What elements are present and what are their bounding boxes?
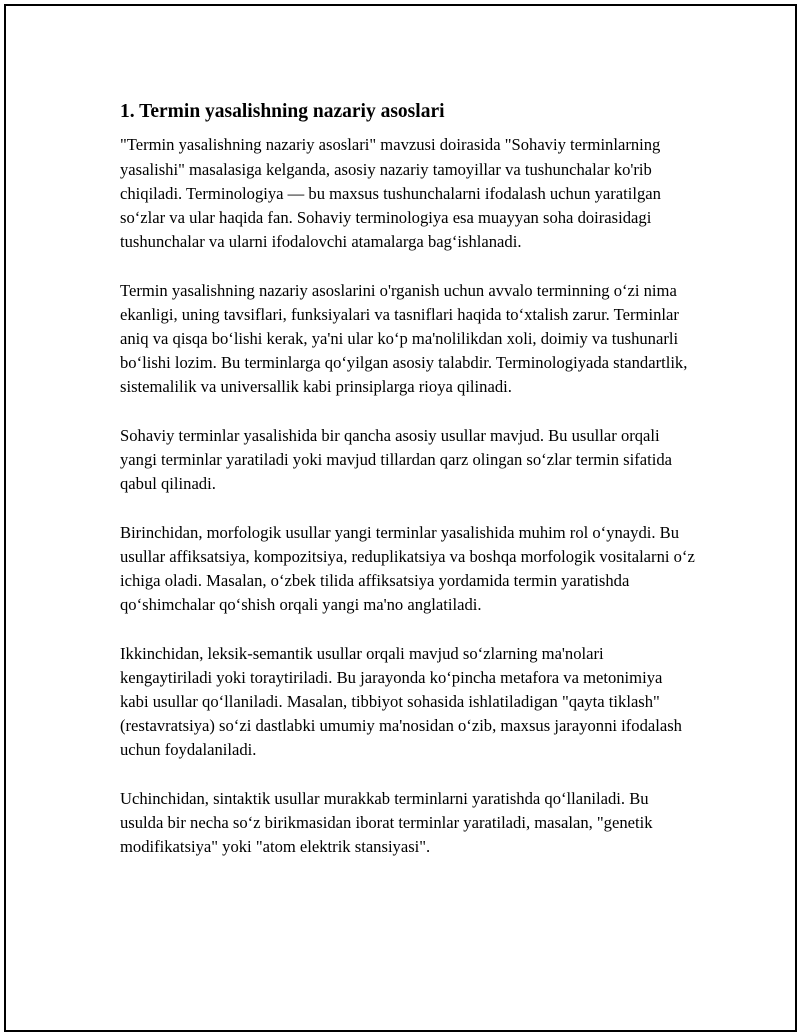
paragraph-intro: "Termin yasalishning nazariy asoslari" mavzusi doirasida "Sohaviy terminlarning yasalishi" masalasiga kelganda, asosiy nazariy tamoyillar va tushunchalar ko'rib chiqiladi. Terminologiya — bu maxsus tushunchalarni ifodalash uchun yaratilgan so‘zlar va ular haqida fan. Sohaviy terminologiya esa muayyan soha doirasidagi tushunchalar va ularni ifodalovchi atamalarga bag‘ishlanadi. — [120, 135, 661, 252]
paragraph-syntactic: Uchinchidan, sintaktik usullar murakkab terminlarni yaratishda qo‘llaniladi. Bu usulda bir necha so‘z birikmasidan iborat terminlar yaratiladi, masalan, "genetik modifikatsiya" yoki "atom elektrik stansiyasi". — [120, 788, 653, 857]
paragraph-lexical-semantic: Ikkinchidan, leksik-semantik usullar orqali mavjud so‘zlarning ma'nolari kengaytiriladi yoki toraytiriladi. Bu jarayonda ko‘pincha metafora va metonimiya kabi usullar qo‘llaniladi. Masalan, tibbiyot sohasida ishlatiladigan "qayta tiklash" (restavratsiya) so‘zi dastlabki umumiy ma'nosidan o‘zib, maxsus jarayonni ifodalash uchun foydalaniladi. — [120, 643, 682, 760]
document-body — [120, 99, 695, 859]
paragraph-theory: Termin yasalishning nazariy asoslarini o'rganish uchun avvalo terminning o‘zi nima ekanligi, uning tavsiflari, funksiyalari va tasniflari haqida to‘xtalish zarur. Terminlar aniq va qisqa bo‘lishi kerak, ya'ni ular ko‘p ma'nolilikdan xoli, doimiy va tushunarli bo‘lishi lozim. Bu terminlarga qo‘yilgan asosiy talabdir. Terminologiyada standartlik, sistemalilik va universallik kabi prinsiplarga rioya qilinadi. — [120, 280, 688, 397]
paragraph-methods: Sohaviy terminlar yasalishida bir qancha asosiy usullar mavjud. Bu usullar orqali yangi terminlar yaratiladi yoki mavjud tillardan qarz olingan so‘zlar termin sifatida qabul qilinadi. — [120, 425, 673, 494]
section-heading: 1. Termin yasalishning nazariy asoslari — [120, 101, 445, 122]
paragraph-morphological: Birinchidan, morfologik usullar yangi terminlar yasalishida muhim rol o‘ynaydi. Bu usullar affiksatsiya, kompozitsiya, reduplikatsiya va boshqa morfologik vositalarni o‘z ichiga oladi. Masalan, o‘zbek tilida affiksatsiya yordamida termin yaratishda qo‘shimchalar qo‘shish orqali yangi ma'no anglatiladi. — [120, 522, 695, 615]
page-frame — [4, 4, 797, 1032]
